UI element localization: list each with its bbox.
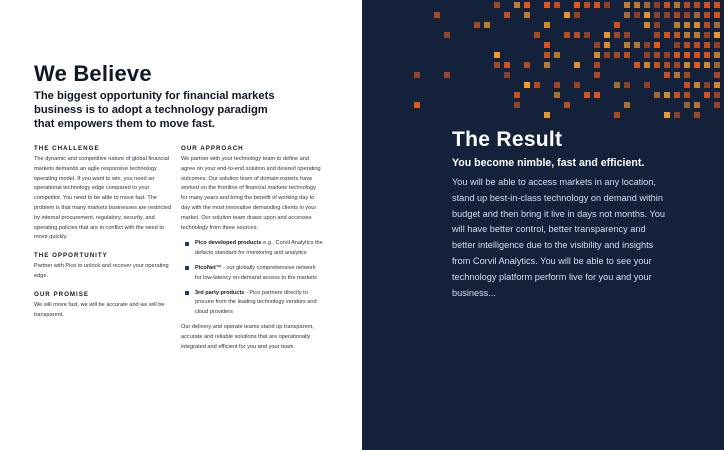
pattern-square xyxy=(674,72,680,78)
pattern-square xyxy=(634,42,640,48)
pattern-square xyxy=(644,42,650,48)
pattern-square xyxy=(674,62,680,68)
page-title: We Believe xyxy=(34,61,152,86)
pattern-square xyxy=(714,12,720,18)
pattern-square xyxy=(434,12,440,18)
page-subtitle: The biggest opportunity for financial markets business is to adopt a technology paradigm that empowers them to move fast. xyxy=(34,90,275,130)
pattern-square xyxy=(684,92,690,98)
pattern-square xyxy=(504,12,510,18)
pattern-square xyxy=(524,2,530,8)
pattern-square xyxy=(694,22,700,28)
pattern-square xyxy=(494,2,500,8)
pattern-square xyxy=(664,32,670,38)
pattern-square xyxy=(694,32,700,38)
pattern-square xyxy=(604,32,610,38)
challenge-text: The dynamic and competitive nature of global financial markets demands an agile responsive technology operating model. If you want to win, you need an operational technology edge compared to your competitor. You need to be able to move fast. The problem is that many markets businesses are restricted by internal procurement, regulatory, security, and operating policies that are in conflict with the need to move quickly. xyxy=(34,156,172,241)
pattern-square xyxy=(564,32,570,38)
pattern-square xyxy=(664,92,670,98)
pattern-square xyxy=(614,82,620,88)
approach-bullets xyxy=(181,239,323,318)
result-title: The Result xyxy=(452,128,563,151)
pattern-square xyxy=(684,2,690,8)
approach-intro: We partner with your technology team to define and agree on your end-to-end solution and desired operating outcomes. Our solution team of domain experts have worked on the frontline of financial markets technology for many years and bring the benefit of working day to day with the most innovative demanding clients in your market. Our solution team draws upon and accesses technology from three sources: xyxy=(181,156,321,231)
pattern-square xyxy=(674,32,680,38)
pattern-square xyxy=(664,52,670,58)
pattern-square xyxy=(644,82,650,88)
pattern-square xyxy=(524,12,530,18)
right-column xyxy=(181,145,323,352)
pattern-square xyxy=(544,22,550,28)
pattern-square xyxy=(654,32,660,38)
pattern-square xyxy=(564,102,570,108)
pattern-square xyxy=(604,52,610,58)
pattern-square xyxy=(554,52,560,58)
pattern-square xyxy=(594,42,600,48)
pattern-square xyxy=(714,92,720,98)
square-bullet-icon xyxy=(185,242,189,246)
pattern-square xyxy=(504,72,510,78)
pattern-square xyxy=(484,22,490,28)
pattern-square xyxy=(514,2,520,8)
pattern-square xyxy=(704,42,710,48)
promise-heading: OUR PROMISE xyxy=(34,290,90,298)
pattern-square xyxy=(574,12,580,18)
pattern-square xyxy=(474,22,480,28)
pattern-square xyxy=(714,82,720,88)
pattern-square xyxy=(444,32,450,38)
opportunity-text: Partner with Pico to unlock and recover your operating edge. xyxy=(34,263,169,279)
pattern-square xyxy=(684,72,690,78)
pattern-square xyxy=(504,62,510,68)
pattern-square xyxy=(694,42,700,48)
pattern-square xyxy=(674,52,680,58)
pattern-square xyxy=(704,22,710,28)
pattern-square xyxy=(684,42,690,48)
square-bullet-icon xyxy=(185,291,189,295)
pattern-square xyxy=(574,82,580,88)
approach-outro: Our delivery and operate teams stand up transparent, accurate and reliable solutions that are operationally integrated and efficient for you and your team. xyxy=(181,323,314,350)
pattern-square xyxy=(524,62,530,68)
pattern-square xyxy=(624,2,630,8)
pattern-square xyxy=(644,62,650,68)
result-body: You will be able to access markets in any location, stand up best-in-class technology on demand within budget and then bring it live in days not months. You will have better control, better transparency and better intelligence due to the visibility and insights from Corvil Analytics. You will be able to see your technology platform perform live for you and your business... xyxy=(452,177,665,298)
bullet-text: - Pico partners directly to procure from the leading technology vendors and cloud providers xyxy=(195,289,317,316)
pattern-square xyxy=(694,102,700,108)
pattern-square xyxy=(654,42,660,48)
left-column xyxy=(34,145,174,320)
pattern-square xyxy=(684,62,690,68)
pattern-square xyxy=(684,82,690,88)
pattern-square xyxy=(544,42,550,48)
pattern-square xyxy=(644,2,650,8)
bullet-text: e.g., Corvil Analytics the defacto standard for monitoring and analytics xyxy=(195,240,323,257)
pattern-square xyxy=(494,62,500,68)
pattern-square xyxy=(714,32,720,38)
pattern-square xyxy=(514,92,520,98)
pattern-square xyxy=(494,52,500,58)
pattern-square xyxy=(594,72,600,78)
pattern-square xyxy=(584,92,590,98)
pattern-square xyxy=(714,2,720,8)
pattern-square xyxy=(664,12,670,18)
pattern-square xyxy=(524,82,530,88)
pattern-square xyxy=(654,92,660,98)
pixel-pattern-graphic xyxy=(362,0,724,120)
pattern-square xyxy=(644,12,650,18)
pattern-square xyxy=(604,42,610,48)
pattern-square xyxy=(684,32,690,38)
bullet-bold: Pico developed products xyxy=(195,240,262,247)
pattern-square xyxy=(654,22,660,28)
pattern-square xyxy=(584,32,590,38)
pattern-square xyxy=(544,52,550,58)
pattern-square xyxy=(634,12,640,18)
pattern-square xyxy=(684,22,690,28)
pattern-square xyxy=(684,52,690,58)
pattern-square xyxy=(624,102,630,108)
bullet-item xyxy=(181,239,323,259)
pattern-square xyxy=(534,32,540,38)
pattern-square xyxy=(694,62,700,68)
pattern-square xyxy=(694,2,700,8)
pattern-square xyxy=(674,112,680,118)
bullet-bold: 3rd party products xyxy=(195,289,245,296)
bullet-item xyxy=(181,264,323,284)
pattern-square xyxy=(664,62,670,68)
pattern-square xyxy=(574,32,580,38)
pattern-square xyxy=(714,102,720,108)
approach-heading: OUR APPROACH xyxy=(181,145,244,152)
pattern-square xyxy=(594,2,600,8)
right-page xyxy=(362,0,724,450)
pattern-square xyxy=(574,62,580,68)
pattern-square xyxy=(674,22,680,28)
pattern-square xyxy=(654,12,660,18)
pattern-square xyxy=(614,32,620,38)
pattern-square xyxy=(534,82,540,88)
bullet-text: - our globally comprehensive network for low-latency on-demand access to the markets xyxy=(195,264,317,281)
pattern-square xyxy=(514,102,520,108)
result-subtitle: You become nimble, fast and efficient. xyxy=(452,157,645,169)
pattern-square xyxy=(704,2,710,8)
pattern-square xyxy=(644,22,650,28)
pattern-square xyxy=(614,22,620,28)
pattern-square xyxy=(654,52,660,58)
pattern-square xyxy=(714,42,720,48)
pattern-square xyxy=(704,82,710,88)
promise-text: We will move fast, we will be accurate and we will be transparent. xyxy=(34,301,165,318)
pattern-square xyxy=(624,42,630,48)
pattern-square xyxy=(694,82,700,88)
pattern-square xyxy=(714,52,720,58)
square-bullet-icon xyxy=(185,266,189,270)
pattern-square xyxy=(704,62,710,68)
pattern-square xyxy=(624,32,630,38)
pattern-square xyxy=(704,12,710,18)
pattern-square xyxy=(674,42,680,48)
pattern-square xyxy=(684,102,690,108)
pattern-square xyxy=(644,52,650,58)
pattern-square xyxy=(624,52,630,58)
pattern-square xyxy=(714,22,720,28)
pattern-square xyxy=(624,12,630,18)
pattern-square xyxy=(614,52,620,58)
pattern-square xyxy=(704,32,710,38)
challenge-heading: THE CHALLENGE xyxy=(34,145,100,152)
pattern-square xyxy=(594,92,600,98)
bullet-item xyxy=(181,289,323,318)
pattern-square xyxy=(414,102,420,108)
opportunity-heading: THE OPPORTUNITY xyxy=(34,252,108,260)
pattern-square xyxy=(704,92,710,98)
pattern-square xyxy=(684,12,690,18)
pattern-square xyxy=(614,112,620,118)
pattern-square xyxy=(554,2,560,8)
pattern-square xyxy=(654,2,660,8)
pattern-square xyxy=(654,62,660,68)
pattern-square xyxy=(594,52,600,58)
pattern-square xyxy=(544,2,550,8)
bullet-bold: PicoNet™ xyxy=(195,264,222,271)
pattern-square xyxy=(664,2,670,8)
pattern-square xyxy=(674,12,680,18)
pattern-square xyxy=(714,62,720,68)
pattern-square xyxy=(544,112,550,118)
pattern-square xyxy=(694,12,700,18)
pattern-square xyxy=(414,72,420,78)
pattern-square xyxy=(604,2,610,8)
pattern-square xyxy=(574,2,580,8)
pattern-square xyxy=(664,72,670,78)
pattern-square xyxy=(554,82,560,88)
pattern-square xyxy=(594,62,600,68)
pattern-square xyxy=(544,62,550,68)
pattern-square xyxy=(554,92,560,98)
pattern-square xyxy=(694,112,700,118)
pattern-square xyxy=(694,52,700,58)
pattern-square xyxy=(584,2,590,8)
pattern-square xyxy=(674,92,680,98)
pattern-square xyxy=(664,112,670,118)
pattern-square xyxy=(624,82,630,88)
pattern-square xyxy=(714,72,720,78)
pattern-square xyxy=(674,2,680,8)
pattern-square xyxy=(444,72,450,78)
pattern-square xyxy=(564,12,570,18)
pattern-square xyxy=(634,62,640,68)
pattern-square xyxy=(704,52,710,58)
pattern-square xyxy=(634,2,640,8)
